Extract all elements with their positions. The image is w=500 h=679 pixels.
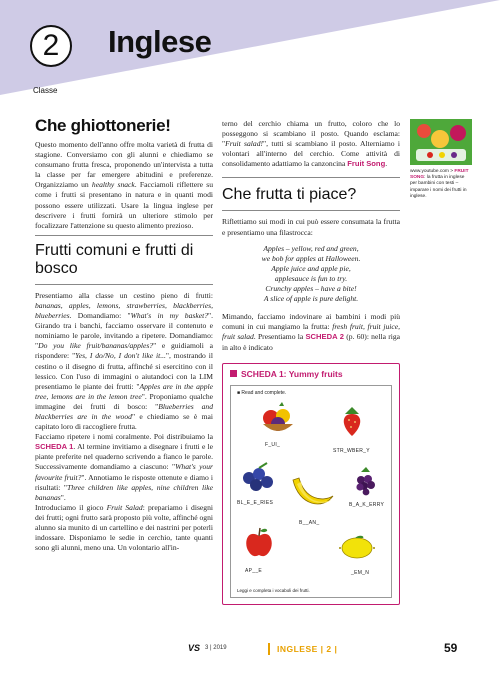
text-run: . Domandiamo: " [69,311,131,321]
fruit-label: STR_WBER_Y [333,447,370,454]
section-heading-ghiottonerie: Che ghiottonerie! [35,116,171,135]
blueberries-icon [239,462,279,494]
divider [222,210,400,211]
fruit-label: AP__E [245,567,263,574]
fruit-label: _EM_N [351,569,370,576]
page-number: 59 [444,641,458,655]
poem-line: Apple juice and apple pie, [271,263,351,273]
text-run: ", mostrando il cestino o il disegno di frutta, affinché si esercitino con il lessico. Con l'uso di immagini o aiutandoci con la LIM presentiamo le piante dei frutti: " [35,351,213,391]
text-run: Mimando, facciamo indovinare ai bambini i modi più comuni in cui mangiamo la frutta: [222,312,400,332]
divider [35,235,213,236]
banana-icon [289,472,335,512]
section-heading-frutti: Frutti comuni e frutti di bosco [35,241,194,277]
lemon-icon [339,534,375,562]
magazine-logo: VS [188,643,201,653]
paragraph-filastrocca: Riflettiamo sui modi in cui può essere consumata la frutta e presentiamo una filastrocca: [222,217,400,237]
text-run: ". Annotiamo le risposte ottenute e diamo i risultati: " [35,472,214,492]
poem-line: Crunchy apples – have a bite! [265,284,357,294]
worksheet-instruction-text: Read and complete. [241,389,287,396]
scheda-title [230,369,392,379]
poem-line: Apples – yellow, red and green, [263,243,359,253]
section-heading-che-frutta: Che frutta ti piace? [222,186,357,204]
paragraph-mimando [222,312,400,352]
italic-text: Yes, I do/No, I don't like it... [75,351,166,361]
strawberry-icon [339,404,365,438]
fruit-basket-icon [259,400,297,438]
italic-text: Fruit Salad [106,502,143,512]
italic-text: Blueberries and blackberries are in the wood [35,401,214,421]
sidebar-resource [410,119,472,200]
class-number: 2 [42,29,60,62]
class-number-badge [30,25,72,67]
highlight-text: SCHEDA 1 [35,442,74,452]
text-run: Facciamo ripetere i nomi coralmente. Poi distribuiamo la [35,432,213,442]
italic-text: Apples are in the apple tree, lemons are in the lemon tree [35,381,213,401]
italic-text: Do you like fruit/bananas/apples? [38,341,154,351]
fruit-label: B__AN_ [299,519,320,526]
highlight-text: Fruit Song [347,159,386,169]
text-run: . Presentiamo la [253,332,306,342]
apple-icon [243,526,275,560]
worksheet-instruction: ■ Read and complete. [237,389,287,396]
italic-text: What's your favourite fruit? [35,462,213,482]
page-title: Inglese [108,24,212,59]
text-run: (p. 60): nella riga in alto è indicato [222,332,400,352]
sidebar-highlight: FRUIT SONG [410,169,469,181]
blackberry-icon [351,466,379,496]
text-run: . Facciamoli riflettere su come i frutti si presentano in natura e in quanti modi possono essere utilizzati. Usare la lingua inglese per descrivere i frutti fornirà un ulteriore stimolo per focalizzare l'attenzione su questo alimento prezioso. [35,180,213,230]
header-band [0,0,500,95]
text-run: ". Girando tra i banchi, facciamo osservare il contenuto e nominiamo le parole, invitando a ripetere. Domandiamo: " [35,311,213,351]
text-run: ", tutti si scambiano il posto. Alterniamo i volontari all'interno del cerchio. Come attività di consolidamento adattiamo la canzoncina [222,139,400,169]
italic-text: Fruit salad! [225,139,264,149]
paragraph-frutti [35,291,213,432]
italic-text: What's in my basket? [130,311,208,321]
italic-text: bananas, apples, lemons, strawberries, blackberries, blueberries [35,300,213,321]
square-bullet-icon [230,370,237,377]
poem-line: A slice of apple is pure delight. [263,294,359,304]
fruit-label: B_A_K_ERRY [349,501,385,508]
fruit-song-thumbnail-icon [410,119,472,165]
text-run: Introduciamo il gioco [35,502,107,512]
text-run: " e guidiamoli a rispondere: " [35,341,213,361]
scheda-box [222,363,400,605]
text-run: " e chiediamo se è mai capitato loro di raccogliere frutta. [35,411,213,432]
italic-text: healthy snack [91,180,135,190]
text-run: Questo momento dell'anno offre molta varietà di frutta di stagione. Conversiamo con gli alunni e chiediamo se consumano frutta fresca, proponendo un'intervista a tutta la classe per far emergere abitudini e preferenze. Organizziamo un [35,140,213,190]
text-run: : prepariamo i disegni dei frutti; ogni frutto sarà proposto più volte, affinché ogni alunno sia munito di un cartellino e dei nastrini per poterli indossare. Disponiamo le sedie in cerchio, tante quanti sono gli alunni, meno una. Un volontario all'in- [35,502,213,553]
issue-number: 3 | 2019 [205,645,227,651]
page-footer [0,643,500,657]
paragraph-fruit-salad [35,503,213,553]
classe-label: Classe [33,86,58,95]
paragraph-continued [222,119,400,169]
italic-text: fresh fruit, fruit juice, fruit salad [222,322,400,342]
video-thumbnail[interactable] [410,119,472,165]
paragraph-scheda1 [35,432,213,503]
right-column [222,119,400,605]
text-run: ". Proponiamo qualche immagine dei frutti di bosco: " [35,391,214,411]
poem [222,244,400,305]
sidebar-url: www.youtube.com > [410,169,455,174]
text-run: . Al termine invitiamo a disegnare i frutti e le piante preferite nel quaderno scrivendo a fianco le parole. Successivamente domandiamo a ciascuno: " [35,442,213,472]
fruit-label: F_UI_ [265,441,281,448]
text-run: ". [60,492,66,502]
sidebar-link-text[interactable] [410,169,472,200]
sidebar-description: : la frutta in inglese per bambini con testi – imparare i nomi dei frutti in inglese. [410,175,467,199]
intro-paragraph [35,140,213,231]
worksheet-preview [230,385,392,598]
footer-section: INGLESE | 2 | [277,644,338,654]
footer-divider [268,643,270,655]
text-run: . [385,159,388,169]
scheda-title-text: SCHEDA 1: Yummy fruits [241,368,343,379]
text-run: Presentiamo alla classe un cestino pieno di frutti: [35,290,213,300]
worksheet-footer: Leggi e completa i vocaboli dei frutti. [237,587,310,593]
poem-line: applesauce is fun to try. [274,273,348,283]
divider [222,177,400,178]
poem-line: we bob for apples at Halloween. [261,253,361,263]
left-column [35,116,213,553]
highlight-text: SCHEDA 2 [305,332,344,342]
text-run: terno del cerchio chiama un frutto, coloro che lo posseggono si scambiano il posto. Quando esclama: " [222,119,400,149]
italic-text: Three children like apples, nine children like bananas [35,482,214,502]
fruit-label: BL_E_E_RIES [237,499,274,506]
divider [35,284,213,285]
